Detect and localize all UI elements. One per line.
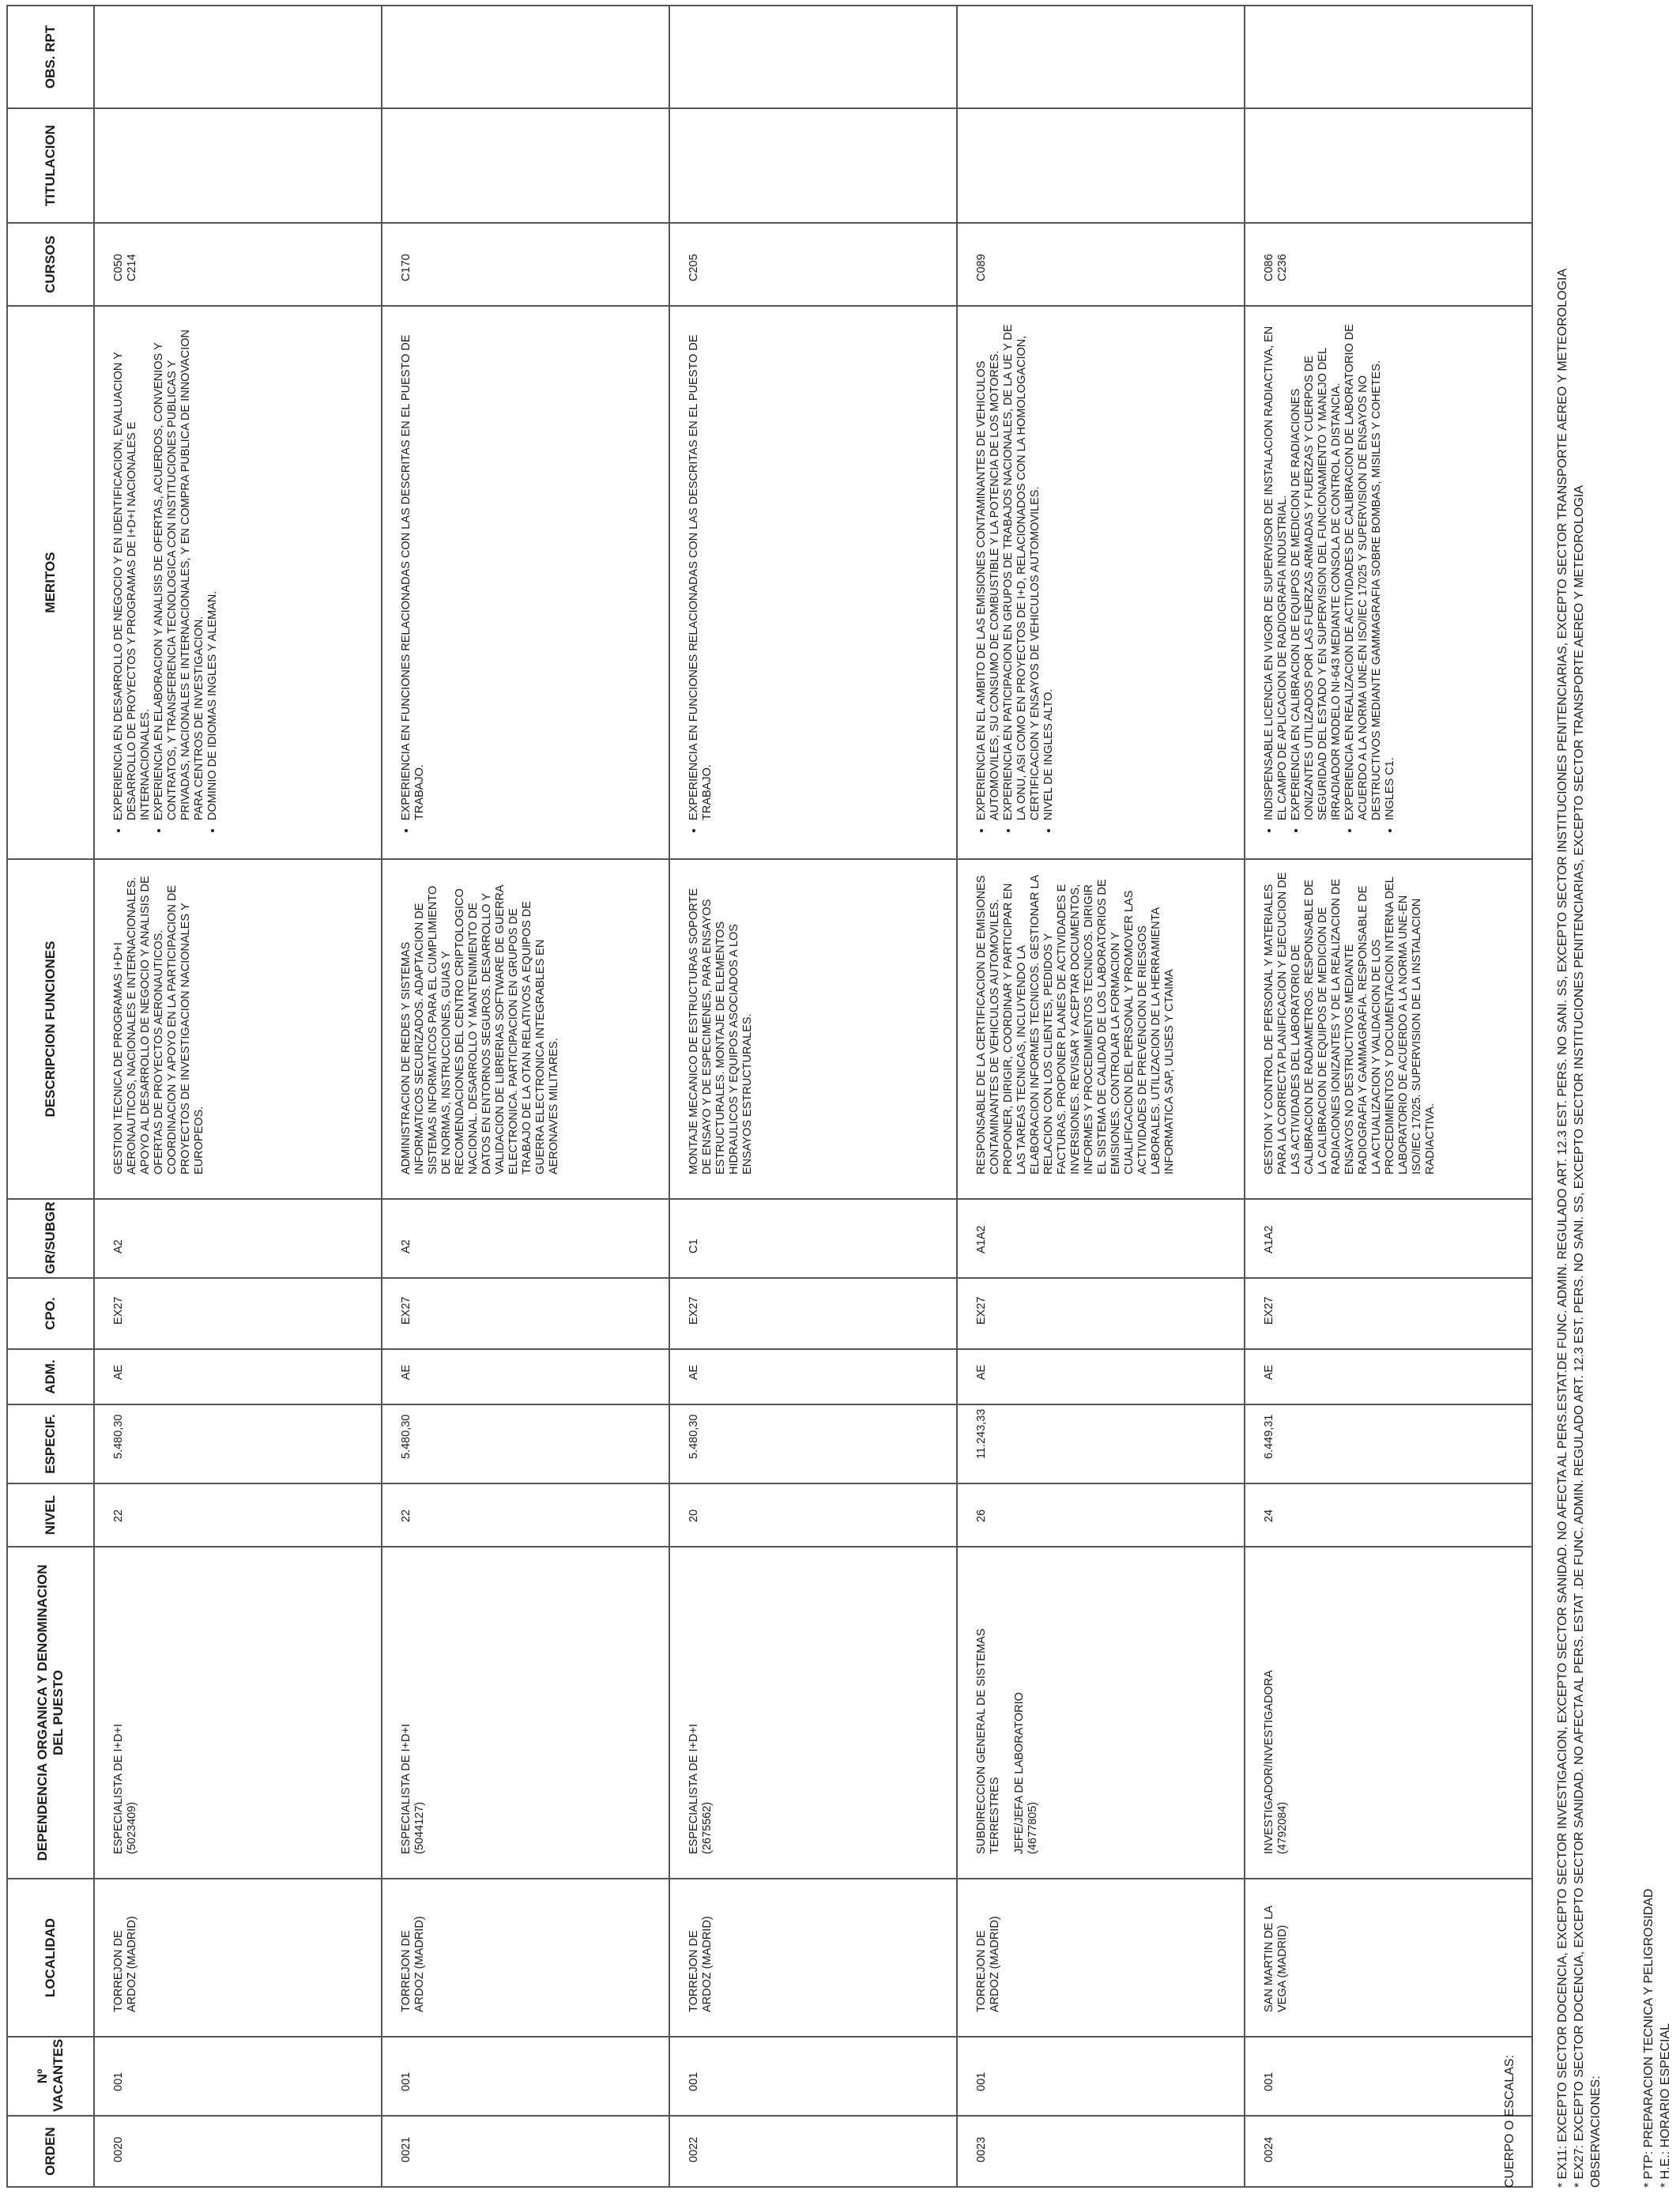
header-especif: ESPECIF. [7,1404,94,1483]
vacantes-value: 001 [400,2071,412,2091]
nivel-value: 20 [687,1509,700,1522]
especif-value: 5.480,30 [400,1414,412,1459]
note-he: * H.E.: HORARIO ESPECIAL [1659,2022,1672,2188]
orden-value: 0024 [1263,2136,1275,2162]
nivel-value: 24 [1263,1509,1275,1522]
meritos-list [687,318,714,835]
cell-dependencia [669,1547,957,1879]
cell-obs [957,6,1245,108]
cpo-value: EX27 [112,1296,125,1325]
table-row [1245,6,1532,2187]
adm-value: AE [400,1364,412,1380]
curso-code: C170 [400,254,412,281]
orden-value: 0020 [112,2136,125,2162]
cell-grupo [669,1199,957,1278]
nivel-value: 26 [975,1509,988,1522]
cell-meritos [669,306,957,859]
cell-grupo [957,1199,1245,1278]
cell-descripcion [957,859,1245,1199]
header-cursos: CURSOS [7,223,94,306]
cell-titulacion [382,108,669,223]
localidad-value: SAN MARTIN DE LA VEGA (MADRID) [1263,1906,1289,2012]
descripcion-value: RESPONSABLE DE LA CERTIFICACION DE EMISIONES CONTAMINANTES DE VEHICULOS AUTOMOVILES. PROPONER, DIRIGIR, COORDINAR Y PARTICIPAR EN LAS TAREAS TECNICAS, INCLUYENDO LA ELABORACION INFORMES TECNICOS. GESTIONAR LA RELACION CON LOS CLIENTES, PEDIDOS Y FACTURAS. PROPONER PLANES DE ACTIVIDADES E INVERSIONES. REVISAR Y ACEPTAR DOCUMENTOS, INFORMES Y PROCEDIMIENTOS TECNICOS. DIRIGIR EL SISTEMA DE CALIDAD DE LOS LABORATORIOS DE EMISIONES. CONTROLAR LA FORMACION Y CUALIFICACION DEL PERSONAL Y PROMOVER LAS ACTIVIDADES DE PREVENCION DE RIESGOS LABORALES. UTILIZACION DE LA HERRAMIENTA INFORMATICA SAP, ULISES Y CTAIMA [975,875,1176,1174]
cell-cursos [94,223,382,306]
cell-cursos [669,223,957,306]
note-ex27: * EX27: EXCEPTO SECTOR DOCENCIA, EXCEPTO SECTOR SANIDAD. NO AFECTA AL PERS. ESTAT .DE FUNC. ADMIN. REGULADO ART. 12.3 EST. PERS. NO SANI. SS, EXCEPTO SECTOR INSTITUCIONES PENITENCIARIAS, EXCEPTO SECTOR TRANSPORTE AEREO Y METEOROLOGIA [1573,484,1586,2188]
cell-cursos [382,223,669,306]
header-meritos: MERITOS [7,306,94,859]
cell-vacantes [382,2037,669,2116]
grupo-value: A2 [400,1239,412,1253]
cell-obs [1245,6,1532,108]
cell-adm [94,1349,382,1404]
especif-value: 11.243,33 [975,1408,988,1459]
meritos-list [1263,318,1397,835]
cell-cpo [1245,1278,1532,1349]
curso-code: C214 [126,254,138,281]
cell-cpo [94,1278,382,1349]
grupo-value: A1A2 [975,1225,988,1253]
cell-meritos [957,306,1245,859]
puesto-code: (4792084) [1276,1801,1289,1854]
merito-item: • EXPERIENCIA EN FUNCIONES RELACIONADAS CON LAS DESCRITAS EN EL PUESTO DE TRABAJO. [687,318,714,820]
cell-localidad [94,1879,382,2037]
note-ptp: * PTP: PREPARACION TECNICA Y PELIGROSIDAD [1642,1888,1656,2188]
cell-descripcion [669,859,957,1199]
adm-value: AE [112,1364,125,1380]
cpo-value: EX27 [1263,1296,1275,1325]
puesto-name: JEFE/JEFA DE LABORATORIO [1013,1692,1026,1854]
cell-vacantes [669,2037,957,2116]
table-header-row [7,6,94,2187]
cell-orden [94,2116,382,2187]
cell-localidad [957,1879,1245,2037]
cell-localidad [382,1879,669,2037]
cell-obs [669,6,957,108]
cell-especif [94,1404,382,1483]
cell-meritos [382,306,669,859]
localidad-value: TORREJON DE ARDOZ (MADRID) [112,1916,138,2012]
table-body [94,6,1532,2187]
cell-descripcion [382,859,669,1199]
cell-adm [669,1349,957,1404]
cell-obs [94,6,382,108]
puesto-code: (4677805) [1026,1801,1039,1854]
header-titulacion: TITULACION [7,108,94,223]
table-row [94,6,382,2187]
cell-cpo [957,1278,1245,1349]
puesto-code: (2675562) [701,1801,714,1854]
table-row [669,6,957,2187]
cell-nivel [669,1483,957,1547]
cell-especif [669,1404,957,1483]
cell-cpo [669,1278,957,1349]
descripcion-value: ADMINISTRACION DE REDES Y SISTEMAS INFORMATICOS SECURIZADOS. ADAPTACION DE SISTEMAS INFORMATICOS PARA EL CUMPLIMIENTO DE NORMAS, INSTRUCCIONES, GUIAS Y RECOMENDACIONES DEL CENTRO CRIPTOLOGICO NACIONAL. DESARROLLO Y MANTENIMIENTO DE DATOS EN ENTORNOS SEGUROS. DESARROLLO Y VALIDACION DE LIBRERIAS SOFTWARE DE GUERRA ELECTRONICA. PARTICIPACION EN GRUPOS DE TRABAJO DE LA OTAN RELATIVOS A EQUIPOS DE GUERRA ELECTRONICA INTEGRABLES EN AERONAVES MILITARES. [400,885,560,1174]
cell-vacantes [957,2037,1245,2116]
header-adm: ADM. [7,1349,94,1404]
grupo-value: A2 [112,1239,125,1253]
merito-item: • INDISPENSABLE LICENCIA EN VIGOR DE SUPERVISOR DE INSTALACION RADIACTIVA, EN EL CAMPO DE APLICACION DE RADIOGRAFIA INDUSTRIAL. [1263,318,1290,820]
especif-value: 6.449,31 [1263,1414,1275,1459]
header-localidad: LOCALIDAD [7,1879,94,2037]
localidad-value: TORREJON DE ARDOZ (MADRID) [400,1916,426,2012]
descripcion-value: GESTION TECNICA DE PROGRAMAS I+D+I AERONAUTICOS, NACIONALES E INTERNACIONALES. APOYO AL DESARROLLO DE NEGOCIO Y ANALISIS DE OFERTAS DE PROYECTOS AERONAUTICOS. COORDINACION Y APOYO EN LA PARTICIPACION DE PROYECTOS DE INVESTIGACION NACIONALES Y EUROPEOS. [112,876,205,1174]
meritos-list [400,318,427,835]
adm-value: AE [975,1364,988,1380]
cell-obs [382,6,669,108]
cell-meritos [94,306,382,859]
cell-orden [1245,2116,1532,2187]
cell-cursos [1245,223,1532,306]
puesto-code: (5044127) [413,1801,426,1854]
puesto-name: ESPECIALISTA DE I+D+I [112,1724,125,1854]
observaciones-heading: OBSERVACIONES: [1589,2075,1603,2188]
header-grupo: GR/SUBGR [7,1199,94,1278]
table-row [957,6,1245,2187]
cell-dependencia [957,1547,1245,1879]
curso-code: C236 [1276,254,1289,281]
note-ex11: * EX11: EXCEPTO SECTOR DOCENCIA, EXCEPTO SECTOR INVESTIGACION, EXCEPTO SECTOR SANIDAD. NO AFECTA AL PERS.ESTAT.DE FUNC. ADMIN. REGULADO ART. 12.3 EST. PERS. NO SANI. SS, EXCEPTO SECTOR INSTITUCIONES PENITENCIARIAS, EXCEPTO SECTOR TRANSPORTE AEREO Y METEOROLOGIA [1556,268,1569,2188]
merito-item: • EXPERIENCIA EN PATICIPACION EN GRUPOS DE TRABAJOS NACIONALES, DE LA UE Y DE LA ONU, ASI COMO EN PROYECTOS DE I+D, RELACIONADOS CON LA HOMOLOGACION, CERTIFICACION Y ENSAYOS DE VEHICULOS AUTOMOVILES. [1002,318,1042,820]
header-dependencia: DEPENDENCIA ORGANICA Y DENOMINACION DEL PUESTO [7,1547,94,1879]
cell-nivel [382,1483,669,1547]
orden-value: 0023 [975,2136,988,2162]
cell-especif [1245,1404,1532,1483]
cell-especif [382,1404,669,1483]
cell-meritos [1245,306,1532,859]
orden-value: 0022 [687,2136,700,2162]
cell-grupo [94,1199,382,1278]
merito-item: • NIVEL DE INGLES ALTO. [1042,318,1056,820]
cell-titulacion [94,108,382,223]
orden-value: 0021 [400,2136,412,2162]
curso-code: C086 [1263,254,1275,281]
localidad-value: TORREJON DE ARDOZ (MADRID) [975,1916,1001,2012]
cell-titulacion [1245,108,1532,223]
especif-value: 5.480,30 [687,1414,700,1459]
header-cpo: CPO. [7,1278,94,1349]
cell-localidad [669,1879,957,2037]
subdireccion-label: SUBDIRECCION GENERAL DE SISTEMAS TERRESTRES [975,1628,1001,1854]
header-vacantes: Nº VACANTES [7,2037,94,2116]
cpo-value: EX27 [975,1296,988,1325]
merito-item: • EXPERIENCIA EN FUNCIONES RELACIONADAS CON LAS DESCRITAS EN EL PUESTO DE TRABAJO. [400,318,427,820]
cell-vacantes [1245,2037,1532,2116]
puesto-name: ESPECIALISTA DE I+D+I [687,1724,700,1854]
puesto-code: (5023409) [126,1801,138,1854]
meritos-list [975,318,1056,835]
descripcion-value: GESTION Y CONTROL DE PERSONAL Y MATERIALES PARA LA CORRECTA PLANIFICACION Y EJECUCION DE LAS ACTIVIDADES DEL LABORATORIO DE CALIBRACION DE RADIAMETROS. RESPONSABLE DE LA CALIBRACION DE EQUIPOS DE MEDICION DE RADIACIONES IONIZANTES Y DE LA REALIZACION DE ENSAYOS NO DESTRUCTIVOS MEDIANTE RADIOGRAFIA Y GAMMAGRAFIA. RESPONSABLE DE LA ACTUALIZACION Y VALIDACION DE LOS PROCEDIMIENTOS Y DOCUMENTACION INTERNA DEL LABORATORIO DE ACUERDO A LA NORMA UNE-EN ISO/IEC 17025. SUPERVISION DE LA INSTALACION RADIACTIVA. [1263,872,1437,1174]
merito-item: • EXPERIENCIA EN REALIZACION DE ACTIVIDADES DE CALIBRACION DE LABORATORIO DE ACUERDO A LA NORMA UNE-EN ISO/IEC 17025 Y SUPERVISION DE ENSAYOS NO DESTRUCTIVOS MEDIANTE GAMMAGRAFIA SOBRE BOMBAS, MISILES Y COHETES. [1343,318,1384,820]
cell-dependencia [1245,1547,1532,1879]
puesto-name: ESPECIALISTA DE I+D+I [400,1724,412,1854]
cell-titulacion [957,108,1245,223]
cell-adm [957,1349,1245,1404]
table-row [382,6,669,2187]
cuerpo-heading: CUERPO O ESCALAS: [1503,2054,1516,2188]
cell-grupo [1245,1199,1532,1278]
header-nivel: NIVEL [7,1483,94,1547]
vacantes-value: 001 [975,2071,988,2091]
cell-cursos [957,223,1245,306]
footer-notes [1501,268,1680,2188]
merito-item: • INGLES C1. [1384,318,1397,820]
adm-value: AE [1263,1364,1275,1380]
cell-localidad [1245,1879,1532,2037]
cell-dependencia [94,1547,382,1879]
cell-orden [669,2116,957,2187]
header-descripcion: DESCRIPCION FUNCIONES [7,859,94,1199]
header-orden: ORDEN [7,2116,94,2187]
vacantes-value: 001 [112,2071,125,2091]
vacantes-value: 001 [1263,2071,1275,2091]
grupo-value: C1 [687,1238,700,1253]
curso-code: C050 [112,254,125,281]
nivel-value: 22 [112,1509,125,1522]
cell-dependencia [382,1547,669,1879]
cell-nivel [1245,1483,1532,1547]
cell-especif [957,1404,1245,1483]
cell-grupo [382,1199,669,1278]
curso-code: C089 [975,254,988,281]
curso-code: C205 [687,254,700,281]
merito-item: • EXPERIENCIA EN EL AMBITO DE LAS EMISIONES CONTAMINANTES DE VEHICULOS AUTOMOVILES, SU CONSUMO DE COMBUSTIBLE Y LA POTENCIA DE LOS MOTORES. [975,318,1002,820]
nivel-value: 22 [400,1509,412,1522]
cell-adm [1245,1349,1532,1404]
cell-nivel [94,1483,382,1547]
rpt-table-rotated [6,6,1437,2188]
merito-item: • EXPERIENCIA EN ELABORACION Y ANALISIS DE OFERTAS, ACUERDOS, CONVENIOS Y CONTRATOS, Y TRANSFERENCIA TECNOLOGICA CON INSTITUCIONES PUBLICAS Y PRIVADAS, NACIONALES E INTERNACIONALES, Y EN COMPRA PUBLICA DE INNOVACION PARA CENTROS DE INVESTIGACION. [153,318,206,820]
puesto-name: INVESTIGADOR/INVESTIGADORA [1263,1670,1275,1854]
vacantes-value: 001 [687,2071,700,2091]
cell-orden [382,2116,669,2187]
cell-nivel [957,1483,1245,1547]
cell-descripcion [1245,859,1532,1199]
cell-vacantes [94,2037,382,2116]
merito-item: • DOMINIO DE IDIOMAS INGLES Y ALEMAN. [206,318,220,820]
cpo-value: EX27 [687,1296,700,1325]
header-obs: OBS. RPT [7,6,94,108]
cpo-value: EX27 [400,1296,412,1325]
especif-value: 5.480,30 [112,1414,125,1459]
cell-orden [957,2116,1245,2187]
meritos-list [112,318,220,835]
vacancies-table [6,5,1533,2188]
merito-item: • EXPERIENCIA EN CALIBRACION DE EQUIPOS DE MEDICION DE RADIACIONES IONIZANTES UTILIZADOS POR LAS FUERZAS ARMADAS Y FUERZAS Y CUERPOS DE SEGURIDAD DEL ESTADO Y EN SUPERVISION DEL FUNCIONAMIENTO Y MANEJO DEL IRRADIADOR MODELO NI-643 MEDIANTE CONSOLA DE CONTROL A DISTANCIA. [1290,318,1343,820]
cell-cpo [382,1278,669,1349]
descripcion-value: MONTAJE MECANICO DE ESTRUCTURAS SOPORTE DE ENSAYO Y DE ESPECIMENES, PARA ENSAYOS ESTRUCTURALES. MONTAJE DE ELEMENTOS HIDRAULICOS Y EQUIPOS ASOCIADOS A LOS ENSAYOS ESTRUCTURALES. [687,888,754,1174]
adm-value: AE [687,1364,700,1380]
grupo-value: A1A2 [1263,1225,1275,1253]
cell-adm [382,1349,669,1404]
localidad-value: TORREJON DE ARDOZ (MADRID) [687,1916,714,2012]
merito-item: • EXPERIENCIA EN DESARROLLO DE NEGOCIO Y EN IDENTIFICACION, EVALUACION Y DESARROLLO DE PROYECTOS Y PROGRAMAS DE I+D+I NACIONALES E INTERNACIONALES. [112,318,153,820]
cell-descripcion [94,859,382,1199]
cell-titulacion [669,108,957,223]
